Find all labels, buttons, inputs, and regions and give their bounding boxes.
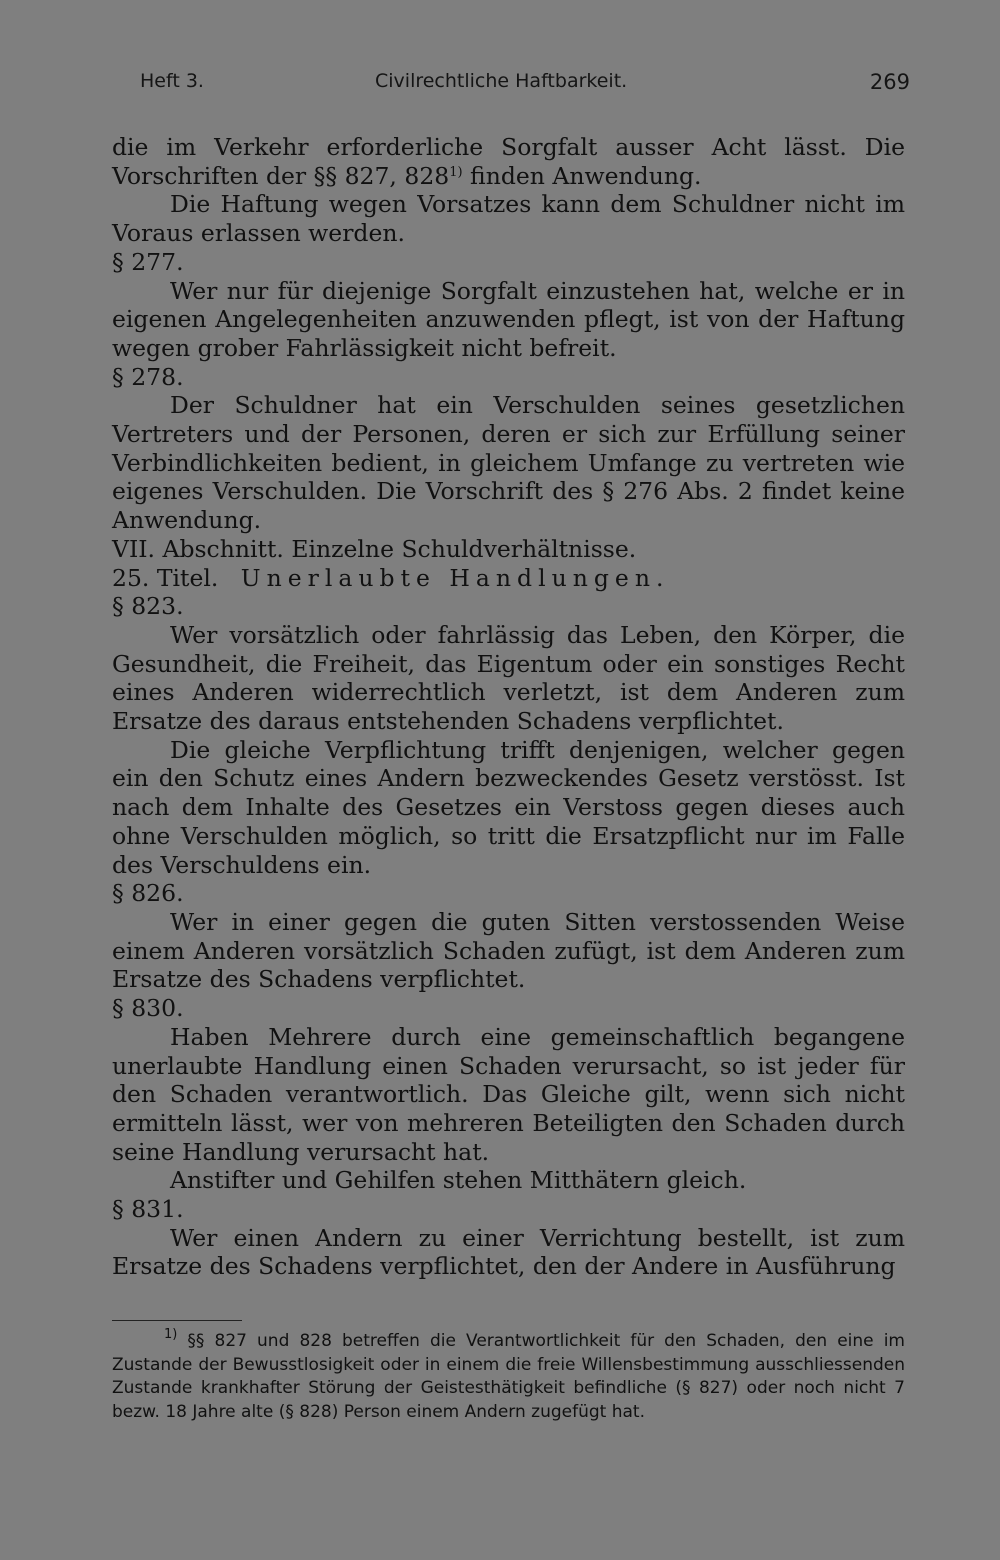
header-title: Civilrechtliche Haftbarkeit.: [375, 70, 628, 92]
paragraph-823-1: Wer vorsätzlich oder fahrlässig das Leben, den Körper, die Gesundheit, die Freiheit, das Eigentum oder ein sonstiges Recht eines Anderen widerrechtlich verletzt, ist dem Anderen zum Ersatze des daraus entstehenden Schadens verpflichtet.: [112, 620, 905, 736]
paragraph-278: Der Schuldner hat ein Verschulden seines gesetzlichen Vertreters und der Personen, deren er sich zur Erfüllung seiner Verbindlichkeiten bedient, in gleichem Umfange zu vertreten wie eigenes Verschulden. Die Vorschrift des § 276 Abs. 2 findet keine Anwendung.: [112, 391, 905, 535]
page-number: 269: [869, 70, 910, 94]
paragraph-823-2: Die gleiche Verpflichtung trifft denjenigen, welcher gegen ein den Schutz eines Andern bezweckendes Gesetz verstösst. Ist nach dem Inhalte des Gesetzes ein Verstoss gegen dieses auch ohne Verschulden möglich, so tritt die Ersatzpflicht nur im Falle des Verschuldens ein.: [112, 735, 905, 879]
footnote-marker: 1): [164, 1327, 178, 1342]
main-text: [112, 133, 905, 1281]
paragraph-830-1: Haben Mehrere durch eine gemeinschaftlich begangene unerlaubte Handlung einen Schaden verursacht, so ist jeder für den Schaden verantwortlich. Das Gleiche gilt, wenn sich nicht ermitteln lässt, wer von mehreren Beteiligten den Schaden durch seine Handlung verursacht hat.: [112, 1022, 905, 1166]
footnote-body: [112, 1327, 905, 1424]
footnote-ref: 1): [449, 164, 463, 180]
title-number: 25. Titel.: [112, 563, 219, 592]
paragraph-826: Wer in einer gegen die guten Sitten verstossenden Weise einem Anderen vorsätzlich Schaden zufügt, ist dem Anderen zum Ersatze des Schadens verpflichtet.: [112, 907, 905, 994]
paragraph-intro-2: Die Haftung wegen Vorsatzes kann dem Schuldner nicht im Voraus erlassen werden.: [112, 190, 905, 248]
chapter-heading: VII. Abschnitt. Einzelne Schuldverhältnisse.: [112, 534, 637, 563]
title-heading: [112, 564, 905, 593]
footnote-divider: [112, 1320, 242, 1321]
footnote-text: §§ 827 und 828 betreffen die Verantwortlichkeit für den Schaden, den eine im Zustande der Bewusstlosigkeit oder in einem die freie Willensbestimmung ausschliessenden Zustande krankhafter Störung der Geistesthätigkeit befindliche (§ 827) oder noch nicht 7 bezw. 18 Jahre alte (§ 828) Person einem Andern zugefügt hat.: [112, 1331, 905, 1422]
section-823-heading: § 823.: [112, 592, 184, 621]
header-issue: Heft 3.: [140, 70, 204, 92]
paragraph-831: Wer einen Andern zu einer Verrichtung bestellt, ist zum Ersatze des Schadens verpflichtet, den der Andere in Ausführung: [112, 1223, 905, 1281]
paragraph-277: Wer nur für diejenige Sorgfalt einzustehen hat, welche er in eigenen Angelegenheiten anzuwenden pflegt, ist von der Haftung wegen grober Fahrlässigkeit nicht befreit.: [112, 276, 905, 362]
paragraph-intro-1: [112, 133, 905, 190]
title-name: Unerlaubte Handlungen.: [240, 563, 670, 592]
section-831-heading: § 831.: [112, 1195, 184, 1224]
section-826-heading: § 826.: [112, 879, 184, 908]
footnote: [112, 1327, 905, 1424]
section-277-heading: § 277.: [112, 247, 184, 276]
intro-1-text: die im Verkehr erforderliche Sorgfalt ausser Acht lässt. Die Vorschriften der §§ 827, 828: [112, 133, 905, 190]
section-278-heading: § 278.: [112, 362, 184, 391]
paragraph-830-2: Anstifter und Gehilfen stehen Mitthätern gleich.: [170, 1166, 747, 1195]
running-header: [140, 70, 910, 100]
section-830-heading: § 830.: [112, 994, 184, 1023]
intro-1-end: finden Anwendung.: [462, 161, 702, 190]
